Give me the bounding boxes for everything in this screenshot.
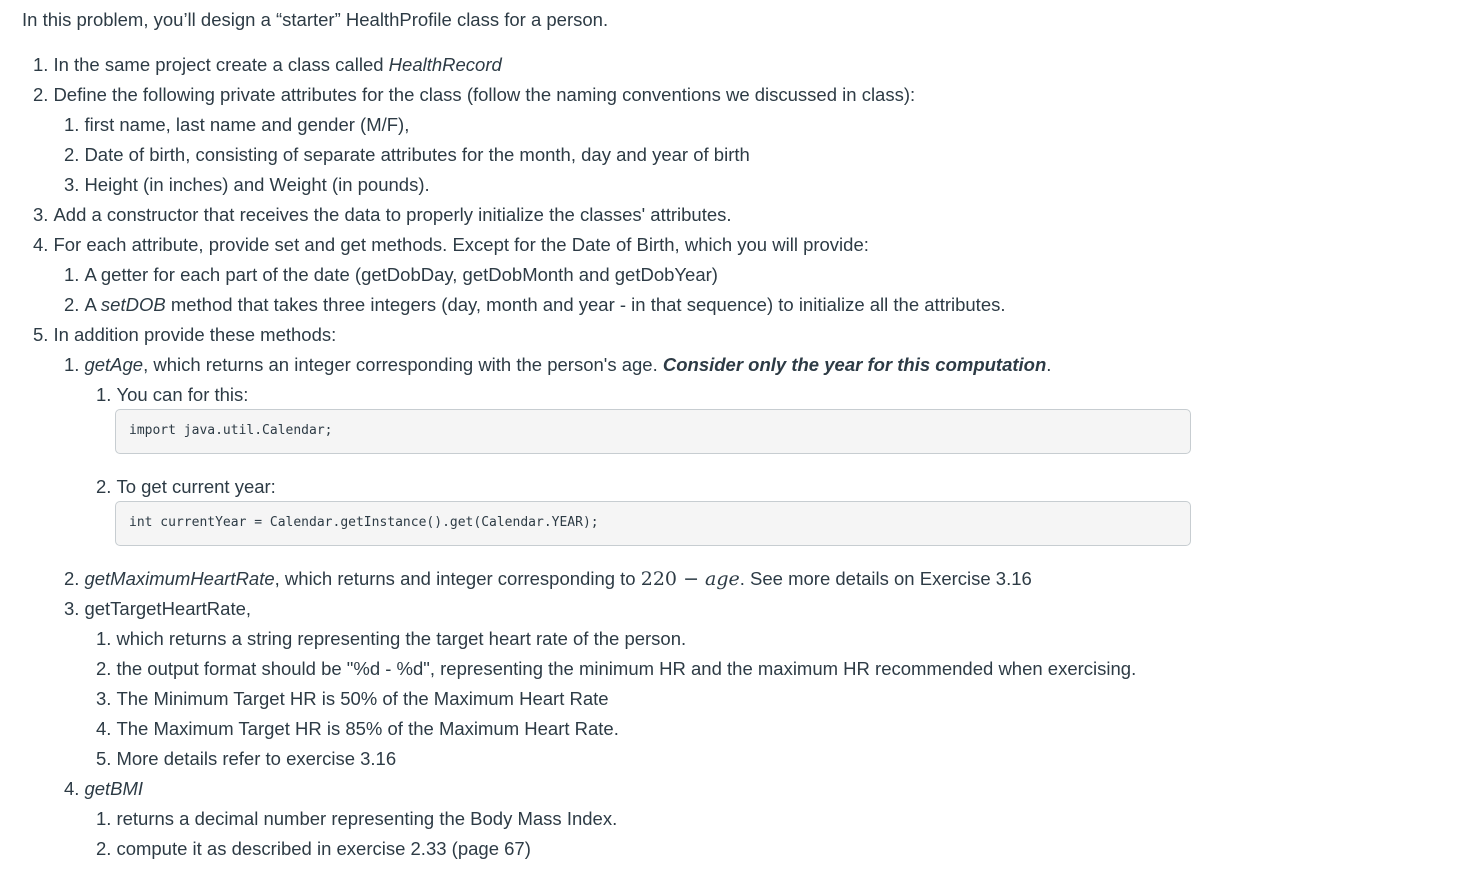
item-number: 2. xyxy=(96,838,112,859)
sub-sub-list-item xyxy=(96,475,276,499)
sub-list-item xyxy=(64,777,143,801)
list-item xyxy=(33,83,915,107)
sub-sub-list-item xyxy=(96,837,531,861)
item-number: 5. xyxy=(33,324,49,345)
item-number: 3. xyxy=(64,598,80,619)
code-block xyxy=(115,501,1191,546)
list-item xyxy=(33,53,502,77)
item-number: 2. xyxy=(64,144,80,165)
item-text: compute it as described in exercise 2.33 (page 67) xyxy=(116,838,531,859)
sub-list-item xyxy=(64,143,750,167)
item-number: 4. xyxy=(96,718,112,739)
item-text: the output format should be "%d - %d", representing the minimum HR and the maximum HR recommended when exercising. xyxy=(116,658,1137,679)
item-number: 1. xyxy=(64,264,80,285)
sub-sub-list-item xyxy=(96,687,609,711)
method-name-emphasis: getMaximumHeartRate xyxy=(84,568,275,589)
item-text: first name, last name and gender (M/F), xyxy=(84,114,410,135)
intro-paragraph: In this problem, you’ll design a “starter” HealthProfile class for a person. xyxy=(22,9,609,30)
item-text: , which returns an integer corresponding with the person's age. xyxy=(143,354,663,375)
math-variable: age xyxy=(705,568,740,590)
item-number: 2. xyxy=(64,294,80,315)
list-item xyxy=(33,203,732,227)
item-text: returns a decimal number representing the Body Mass Index. xyxy=(116,808,618,829)
item-text: You can for this: xyxy=(116,384,249,405)
sub-list-item xyxy=(64,567,1032,591)
item-text: Height (in inches) and Weight (in pounds). xyxy=(84,174,430,195)
method-name-emphasis: getAge xyxy=(84,354,144,375)
item-number: 1. xyxy=(96,628,112,649)
math-operator: − xyxy=(683,568,699,590)
item-text: . xyxy=(1046,354,1052,375)
item-text: Date of birth, consisting of separate attributes for the month, day and year of birth xyxy=(84,144,750,165)
item-text: A getter for each part of the date (getDobDay, getDobMonth and getDobYear) xyxy=(84,264,718,285)
list-item xyxy=(33,233,869,257)
sub-list-item xyxy=(64,293,1006,317)
class-name-emphasis: HealthRecord xyxy=(388,54,502,75)
item-number: 1. xyxy=(33,54,49,75)
sub-list-item xyxy=(64,353,1051,377)
item-number: 2. xyxy=(96,658,112,679)
item-number: 1. xyxy=(64,114,80,135)
item-number: 4. xyxy=(33,234,49,255)
item-number: 3. xyxy=(96,688,112,709)
code-block xyxy=(115,409,1191,454)
item-text: which returns a string representing the target heart rate of the person. xyxy=(116,628,687,649)
item-text: Add a constructor that receives the data to properly initialize the classes' attributes. xyxy=(53,204,732,225)
list-item xyxy=(33,323,336,347)
sub-list-item xyxy=(64,173,430,197)
sub-list-item xyxy=(64,113,409,137)
item-number: 1. xyxy=(96,808,112,829)
item-number: 2. xyxy=(96,476,112,497)
item-text: method that takes three integers (day, month and year - in that sequence) to initialize all the attributes. xyxy=(165,294,1006,315)
math-number: 220 xyxy=(640,568,678,590)
math-formula xyxy=(641,568,740,590)
strong-emphasis: Consider only the year for this computation xyxy=(662,354,1047,375)
item-number: 3. xyxy=(64,174,80,195)
item-text: More details refer to exercise 3.16 xyxy=(116,748,397,769)
item-text: Define the following private attributes for the class (follow the naming conventions we discussed in class): xyxy=(53,84,916,105)
sub-sub-list-item xyxy=(96,657,1136,681)
item-text: The Maximum Target HR is 85% of the Maximum Heart Rate. xyxy=(116,718,619,739)
item-text: The Minimum Target HR is 50% of the Maximum Heart Rate xyxy=(116,688,609,709)
method-name-emphasis: setDOB xyxy=(100,294,166,315)
method-name-emphasis: getBMI xyxy=(84,778,144,799)
item-text: , which returns and integer corresponding to xyxy=(274,568,641,589)
code-current-year: int currentYear = Calendar.getInstance().get(Calendar.YEAR); xyxy=(129,515,599,530)
sub-sub-list-item xyxy=(96,747,396,771)
sub-list-item xyxy=(64,597,251,621)
sub-sub-list-item xyxy=(96,807,617,831)
sub-sub-list-item xyxy=(96,383,248,407)
item-number: 5. xyxy=(96,748,112,769)
item-text: A xyxy=(84,294,101,315)
item-number: 4. xyxy=(64,778,80,799)
sub-list-item xyxy=(64,263,718,287)
item-number: 2. xyxy=(64,568,80,589)
item-text: . See more details on Exercise 3.16 xyxy=(739,568,1032,589)
item-text: For each attribute, provide set and get methods. Except for the Date of Birth, which you will provide: xyxy=(53,234,869,255)
item-text: To get current year: xyxy=(116,476,276,497)
item-text: In addition provide these methods: xyxy=(53,324,337,345)
sub-sub-list-item xyxy=(96,627,686,651)
item-text: getTargetHeartRate, xyxy=(84,598,252,619)
item-number: 1. xyxy=(96,384,112,405)
sub-sub-list-item xyxy=(96,717,619,741)
item-number: 3. xyxy=(33,204,49,225)
code-import: import java.util.Calendar; xyxy=(129,423,333,438)
item-text: In the same project create a class called xyxy=(53,54,389,75)
item-number: 1. xyxy=(64,354,80,375)
item-number: 2. xyxy=(33,84,49,105)
